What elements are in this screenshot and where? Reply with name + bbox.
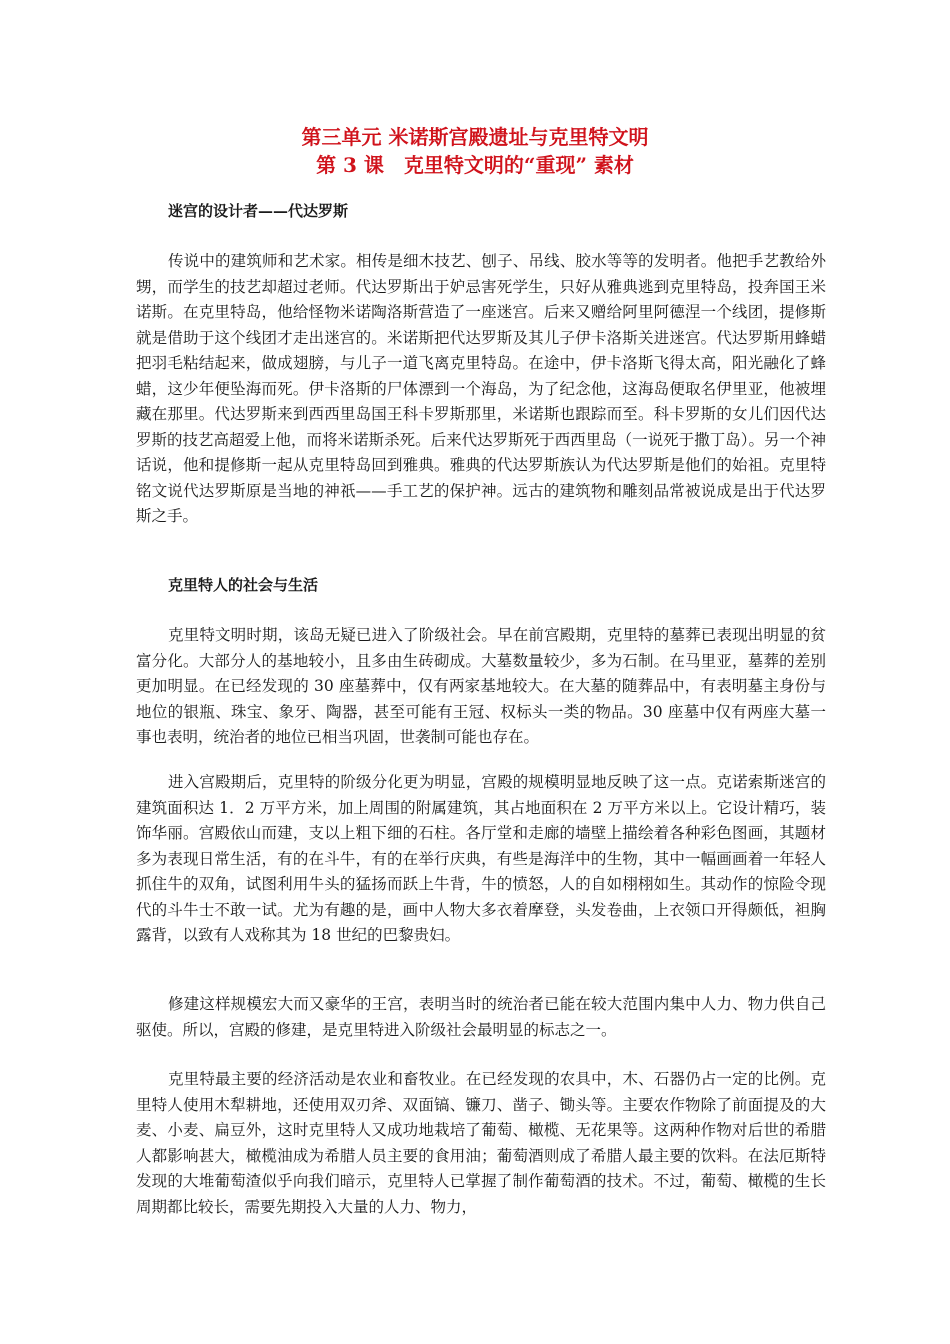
paragraph-class-society <box>136 623 826 751</box>
lesson-title: 第 3 课 克里特文明的“重现” 素材 <box>316 153 634 177</box>
paragraph: 传说中的建筑师和艺术家。相传是细木技艺、刨子、吊线、胶水等等的发明者。他把手艺教给外甥，而学生的技艺却超过老师。代达罗斯出于妒忌害死学生，只好从雅典逃到克里特岛，投奔国王米诺斯。在克里特岛，他给怪物米诺陶洛斯营造了一座迷宫。后来又赠给阿里阿德涅一个线团，提修斯就是借助于这个线团才走出迷宫的。米诺斯把代达罗斯及其儿子伊卡洛斯关进迷宫。代达罗斯用蜂蜡把羽毛粘结起来，做成翅膀，与儿子一道飞离克里特岛。在途中，伊卡洛斯飞得太高，阳光融化了蜂蜡，这少年便坠海而死。伊卡洛斯的尸体漂到一个海岛，为了纪念他，这海岛便取名伊里亚，他被埋藏在那里。代达罗斯来到西西里岛国王科卡罗斯那里，米诺斯也跟踪而至。科卡罗斯的女儿们因代达罗斯的技艺高超爱上他，而将米诺斯杀死。后来代达罗斯死于西西里岛（一说死于撒丁岛）。另一个神话说，他和提修斯一起从克里特岛回到雅典。雅典的代达罗斯族认为代达罗斯是他们的始祖。克里特铭文说代达罗斯原是当地的神祇——手工艺的保护神。远古的建筑物和雕刻品常被说成是出于代达罗斯之手。 <box>136 252 826 525</box>
section-heading-daedalus: 迷宫的设计者——代达罗斯 <box>168 202 349 220</box>
paragraph-palace-construction <box>136 992 826 1043</box>
section-heading-society: 克里特人的社会与生活 <box>168 576 319 594</box>
section-body-daedalus <box>136 249 826 530</box>
paragraph: 修建这样规模宏大而又豪华的王宫，表明当时的统治者已能在较大范围内集中人力、物力供自己驱使。所以，宫殿的修建，是克里特进入阶级社会最明显的标志之一。 <box>136 995 826 1039</box>
paragraph: 进入宫殿期后，克里特的阶级分化更为明显，宫殿的规模明显地反映了这一点。克诺索斯迷宫的建筑面积达 1．2 万平方米，加上周围的附属建筑，其占地面积在 2 万平方米以上。它设计精巧，装饰华丽。宫殿依山而建，支以上粗下细的石柱。各厅堂和走廊的墙壁上描绘着各种彩色图画，其题材多为表现日常生活，有的在斗牛，有的在举行庆典，有些是海洋中的生物，其中一幅画画着一年轻人抓住牛的双角，试图利用牛头的猛扬而跃上牛背，牛的愤怒，人的自如栩栩如生。其动作的惊险令现代的斗牛士不敢一试。尤为有趣的是，画中人物大多衣着摩登，头发卷曲，上衣领口开得颇低，袒胸露背，以致有人戏称其为 18 世纪的巴黎贵妇。 <box>136 773 826 944</box>
paragraph-palace-period <box>136 770 826 949</box>
paragraph: 克里特最主要的经济活动是农业和畜牧业。在已经发现的农具中，木、石器仍占一定的比例。克里特人使用木犁耕地，还使用双刃斧、双面镐、镰刀、凿子、锄头等。主要农作物除了前面提及的大麦、小麦、扁豆外，这时克里特人又成功地栽培了葡萄、橄榄、无花果等。这两种作物对后世的希腊人都影响甚大，橄榄油成为希腊人员主要的食用油；葡萄酒则成了希腊人最主要的饮料。在法厄斯特发现的大堆葡萄渣似乎向我们暗示，克里特人已掌握了制作葡萄酒的技术。不过，葡萄、橄榄的生长周期都比较长，需要先期投入大量的人力、物力， <box>136 1070 826 1216</box>
document-title: 第三单元 米诺斯宫殿遗址与克里特文明 <box>301 125 649 149</box>
paragraph-agriculture <box>136 1067 826 1220</box>
paragraph: 克里特文明时期，该岛无疑已进入了阶级社会。早在前宫殿期，克里特的墓葬已表现出明显的贫富分化。大部分人的基地较小，且多由生砖砌成。大墓数量较少，多为石制。在马里亚，墓葬的差别更加明显。在已经发现的 30 座墓葬中，仅有两家基地较大。在大墓的随葬品中，有表明墓主身份与地位的银瓶、珠宝、象牙、陶器，甚至可能有王冠、权标头一类的物品。30 座墓中仅有两座大墓一事也表明，统治者的地位已相当巩固，世袭制可能也存在。 <box>136 626 826 746</box>
